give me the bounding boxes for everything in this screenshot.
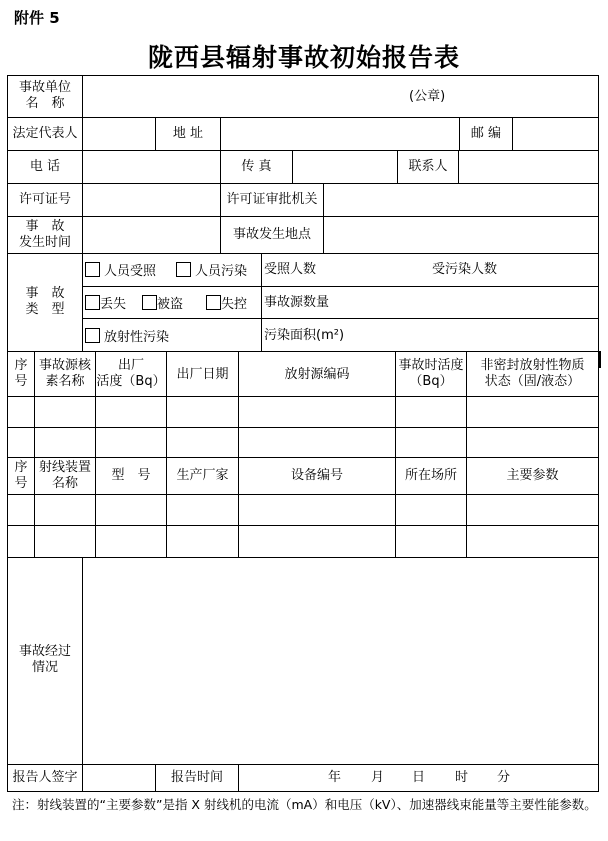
process-label: 事故经过 情况 — [18, 644, 71, 675]
device-col-serial: 设备编号 — [290, 468, 343, 483]
minute-unit: 分 — [497, 770, 511, 785]
checkbox-icon[interactable] — [85, 295, 100, 310]
page-title: 陇西县辐射事故初始报告表 — [147, 43, 460, 72]
out-of-control-option[interactable] — [206, 295, 247, 313]
out-of-control-text: 失控 — [221, 297, 248, 312]
source-qty-label: 事故源数量 — [264, 295, 330, 310]
checkbox-icon[interactable] — [206, 295, 221, 310]
source-col-factory-date: 出厂日期 — [176, 367, 229, 382]
checkbox-icon[interactable] — [176, 262, 191, 277]
seal-label: (公章) — [409, 89, 446, 104]
source-col-nuclide: 事故源核 素名称 — [38, 358, 91, 389]
device-col-location: 所在场所 — [404, 468, 457, 483]
accident-time-label: 事 故 发生时间 — [18, 219, 71, 250]
stolen-text: 被盗 — [157, 297, 184, 312]
source-col-accident-activity: 事故时活度 （Bq） — [398, 358, 464, 389]
checkbox-icon[interactable] — [85, 328, 100, 343]
source-col-state: 非密封放射性物质 状态（固/液态） — [480, 358, 585, 389]
unit-name-label: 事故单位 名 称 — [18, 80, 71, 111]
device-col-params: 主要参数 — [506, 468, 559, 483]
contact-label: 联系人 — [408, 159, 448, 174]
phone-label: 电 话 — [29, 159, 61, 174]
lost-text: 丢失 — [100, 297, 127, 312]
month-unit: 月 — [371, 770, 385, 785]
license-no-label: 许可证号 — [18, 192, 71, 207]
exposed-text: 人员受照 — [104, 264, 157, 279]
device-col-name: 射线装置 名称 — [38, 460, 91, 491]
contam-count-label: 受污染人数 — [432, 262, 498, 277]
address-label: 地 址 — [172, 126, 204, 141]
stolen-option[interactable] — [142, 295, 183, 313]
checkbox-icon[interactable] — [142, 295, 157, 310]
exposed-count-label: 受照人数 — [264, 262, 317, 277]
year-unit: 年 — [328, 770, 342, 785]
contam-text: 人员污染 — [195, 264, 248, 279]
hour-unit: 时 — [455, 770, 469, 785]
accident-place-label: 事故发生地点 — [232, 227, 311, 242]
footnote: 注：射线装置的“主要参数”是指 X 射线机的电流（mA）和电压（kV）、加速器线束能量等主要性能参数。 — [12, 797, 597, 812]
checkbox-icon[interactable] — [85, 262, 100, 277]
radio-contam-text: 放射性污染 — [104, 330, 170, 345]
source-col-factory-activity: 出厂 活度（Bq） — [96, 358, 166, 389]
exposed-option[interactable] — [85, 262, 156, 280]
source-col-code: 放射源编码 — [284, 367, 350, 382]
postcode-label: 邮 编 — [470, 126, 502, 141]
radio-contam-option[interactable] — [85, 328, 169, 346]
attachment-label: 附件 5 — [14, 9, 60, 27]
report-time-label: 报告时间 — [170, 770, 223, 785]
contam-option[interactable] — [176, 262, 247, 280]
lost-option[interactable] — [85, 295, 126, 313]
signer-label: 报告人签字 — [12, 770, 78, 785]
fax-label: 传 真 — [241, 159, 272, 174]
license-auth-label: 许可证审批机关 — [226, 192, 318, 207]
contam-area-label: 污染面积(m²) — [264, 328, 345, 343]
day-unit: 日 — [412, 770, 426, 785]
device-col-model: 型 号 — [111, 468, 151, 483]
source-col-no: 序 号 — [14, 358, 28, 389]
device-col-no: 序 号 — [14, 460, 28, 491]
device-col-maker: 生产厂家 — [176, 468, 229, 483]
legal-rep-label: 法定代表人 — [12, 126, 78, 141]
accident-type-label: 事 故 类 型 — [25, 286, 65, 317]
